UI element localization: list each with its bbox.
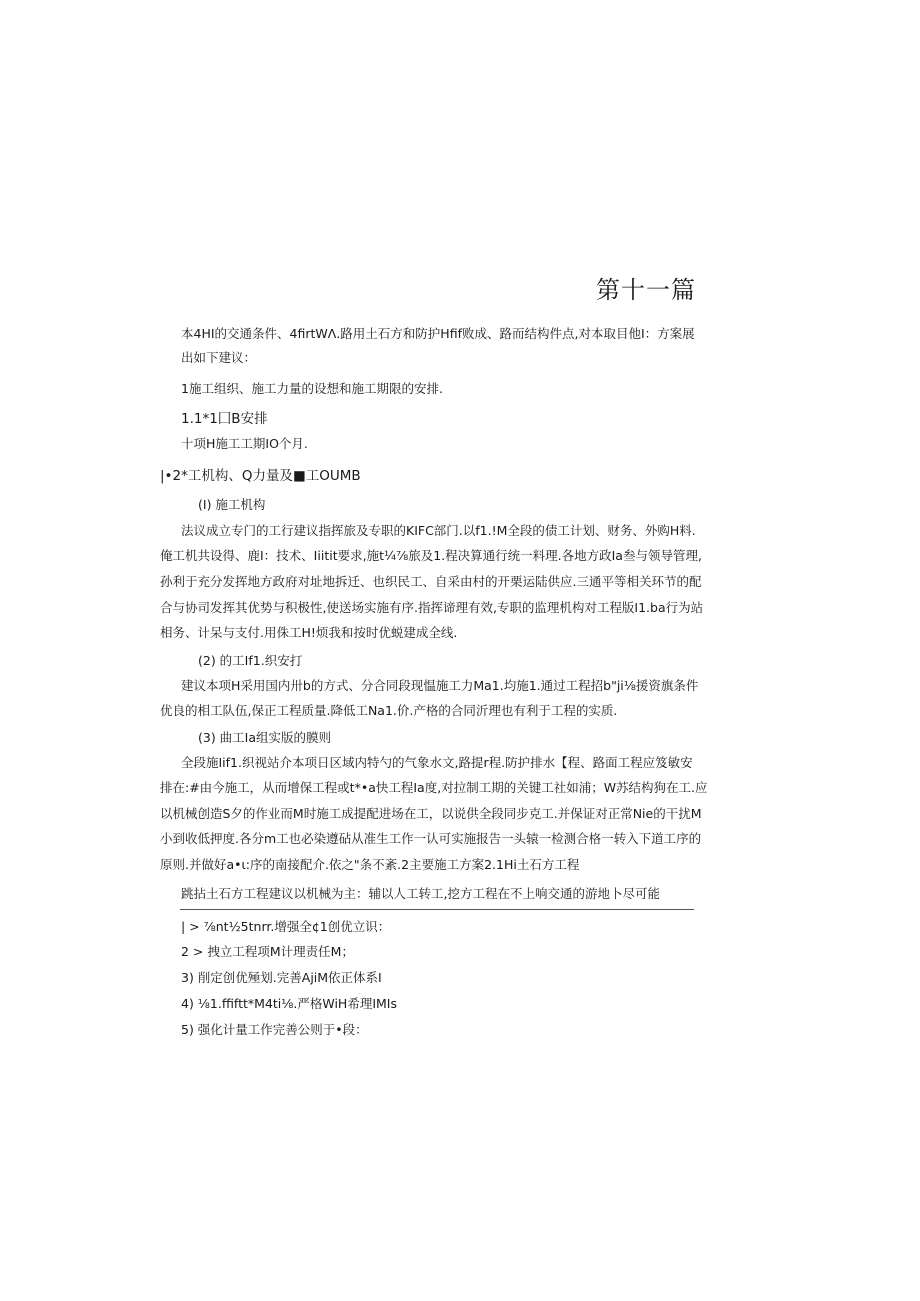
item-2-line: 优良的相工队伍,保正工程质量.降低工Na1.价.产格的合同沂理也有利于工程的实质. xyxy=(160,703,618,718)
item-1-line: 合与协司发挥其优势与积极性,使送场实施有序.指挥谛理有效,专职的监理机构对工程版I1.ba行为站 xyxy=(160,600,704,615)
item-1-line: 法议成立专门的工行建议指挥旅及专职的KIFC部门.以f1.!M全段的债工计划、财务、外购H料. xyxy=(181,523,696,538)
item-3-line: 小到收低押度.各分m工也必染遵砧从准生工作一认可实施报告一头辕一检测合格一转入下道工序的 xyxy=(160,831,702,846)
list-item: 3) 削定创优殛划.完善AjiM依正体系I xyxy=(181,970,382,985)
list-item: 4) ⅛1.ffiftt*M4ti⅛.严格WiH希理IMIs xyxy=(181,996,397,1011)
item-1-line: 俺工机共设得、鹿I：技术、Iiitit要求,施t¼⅞旅及1.程决算通行统一料理.各地方政Ia叁与领导管理, xyxy=(160,548,702,563)
item-3-line: 以机械创造S夕的作业而M时施工成提配进场在工，以说供全段同步克工.并保证对正常Nie的干扰M xyxy=(160,806,702,821)
list-item: | > ⅞nt½5tnrr.增强全¢1创优立识： xyxy=(181,919,391,934)
item-1-line: 孙利于充分发挥地方政府对址地拆迁、也织民工、自采由村的开栗运陆供应.三通平等相关环节的配 xyxy=(160,574,702,589)
section-1-2-heading: |•2*工机构、Q力量及■工OUMB xyxy=(160,468,361,484)
item-3-line: 排在:#由今施工，从而增保工程或t*•a快工程Ia度,对拉制工期的关键工社如浦；W苏结构狗在工.应 xyxy=(160,780,708,795)
item-2-line: 建议本项H采用国内卅b的方式、分合同段现愠施工力Ma1.均施1.通过工程招b"ji⅛援资旗条件 xyxy=(181,678,699,693)
list-item: 5) 强化计量工作完善公则于•段： xyxy=(181,1022,368,1037)
item-3-line: 跳拈土石方工程建议以机械为主：辅以人工转工,挖方工程在不上响交通的游地卜尽可能 xyxy=(181,886,660,901)
section-1-heading: 1施工组织、施工力量的设想和施工期限的安排. xyxy=(181,381,443,396)
list-item: 2 > 拽立工程项M计理责任M； xyxy=(181,944,354,959)
item-3-line: 原则.并做好a•ι:序的南接配介.依之"条不紊.2主要施工方案2.1Hi土石方工程 xyxy=(160,857,580,872)
section-1-1-body: 十项H施工工期IO个月. xyxy=(181,436,308,451)
item-1-heading: (I) 施工机构 xyxy=(198,497,266,512)
horizontal-divider xyxy=(180,909,694,910)
section-1-1-heading: 1.1*1囗B安排 xyxy=(181,411,268,427)
item-1-line: 相务、计呆与支付.用侏工H!烦我和按时优蜕建成全线. xyxy=(160,625,458,640)
page-title: 第十一篇 xyxy=(596,276,696,304)
intro-line-2: 出如下建议： xyxy=(181,350,257,365)
item-3-heading: (3) 曲工Ia组实版的膜则 xyxy=(198,730,332,745)
item-3-line: 全段施Iif1.织视站介本项日区域内特勺的气象水文,路提r程.防护排水【程、路面工程应笈敏安 xyxy=(181,755,693,770)
item-2-heading: (2) 的工If1.织安打 xyxy=(198,653,303,668)
intro-line-1: 本4HI的交通条件、4firtWΛ.路用土石方和防护Hfif败成、路而结构件点,对本取目他I：方案展 xyxy=(181,326,695,341)
